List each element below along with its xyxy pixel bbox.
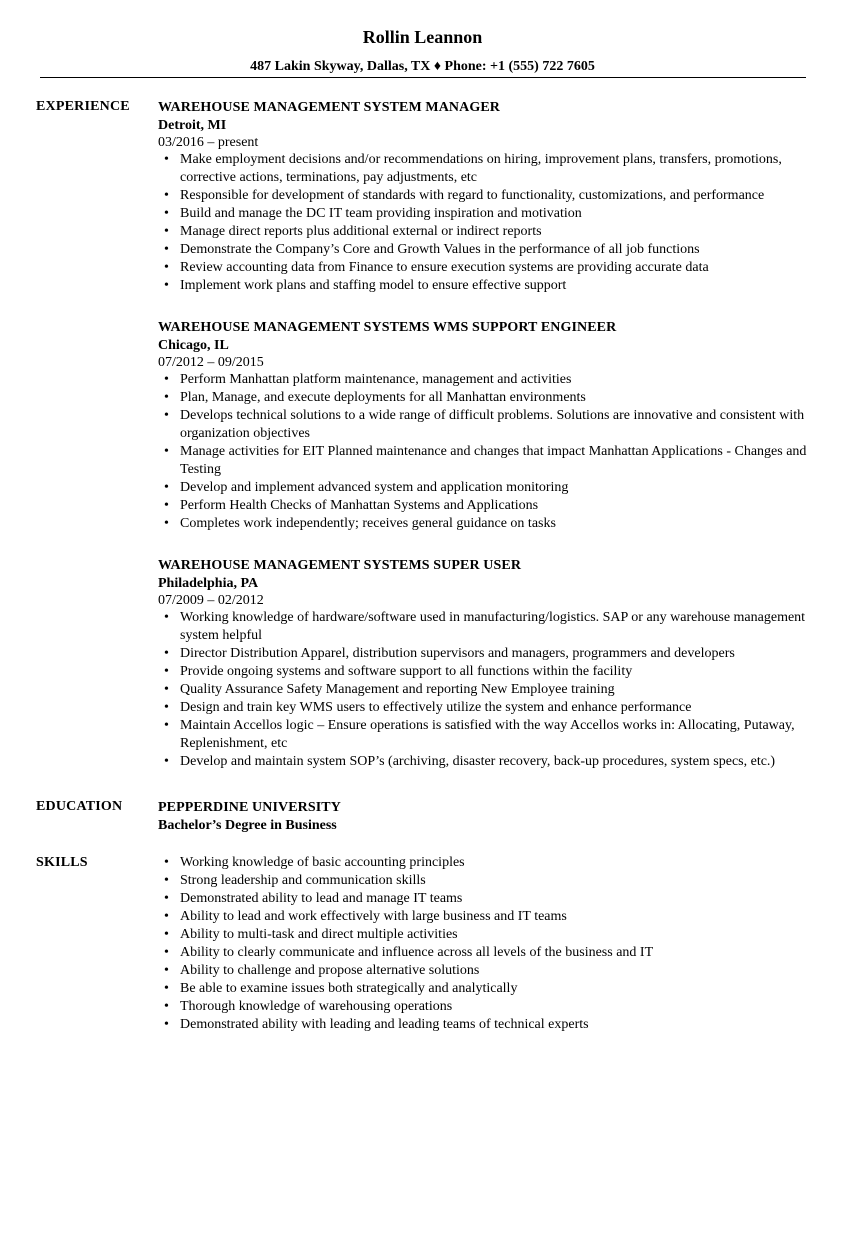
- list-item: • Build and manage the DC IT team providing inspiration and motivation: [158, 205, 818, 223]
- section-label-skills: SKILLS: [36, 855, 88, 870]
- list-item: • Ability to multi-task and direct multiple activities: [158, 926, 818, 944]
- list-item: • Maintain Accellos logic – Ensure operations is satisfied with the way Accellos works in: Allocating, Putaway, Replenishment, etc: [158, 717, 818, 753]
- job-entry: [158, 99, 818, 295]
- job-location: Detroit, MI: [158, 118, 227, 133]
- list-item: • Perform Health Checks of Manhattan Systems and Applications: [158, 497, 818, 515]
- job-bullet-list: [158, 371, 818, 533]
- list-item: • Working knowledge of basic accounting principles: [158, 854, 818, 872]
- job-dates: 07/2009 – 02/2012: [158, 593, 264, 608]
- job-entry: [158, 319, 818, 533]
- list-item: • Ability to challenge and propose alternative solutions: [158, 962, 818, 980]
- list-item: • Provide ongoing systems and software support to all functions within the facility: [158, 663, 818, 681]
- list-item: • Develop and maintain system SOP’s (archiving, disaster recovery, back-up procedures, system specs, etc.): [158, 753, 818, 771]
- job-dates: 07/2012 – 09/2015: [158, 355, 264, 370]
- candidate-name: Rollin Leannon: [362, 27, 483, 47]
- list-item: • Demonstrated ability to lead and manage IT teams: [158, 890, 818, 908]
- job-bullet-list: [158, 151, 818, 295]
- list-item: • Be able to examine issues both strategically and analytically: [158, 980, 818, 998]
- list-item: • Working knowledge of hardware/software used in manufacturing/logistics. SAP or any warehouse management system helpful: [158, 609, 818, 645]
- list-item: • Implement work plans and staffing model to ensure effective support: [158, 277, 818, 295]
- school-name: PEPPERDINE UNIVERSITY: [158, 800, 341, 815]
- list-item: • Make employment decisions and/or recommendations on hiring, improvement plans, transfers, promotions, corrective actions, terminations, pay adjustments, etc: [158, 151, 818, 187]
- degree: Bachelor’s Degree in Business: [158, 818, 337, 833]
- list-item: • Perform Manhattan platform maintenance, management and activities: [158, 371, 818, 389]
- list-item: • Develops technical solutions to a wide range of difficult problems. Solutions are innovative and consistent with organization objectives: [158, 407, 818, 443]
- list-item: • Quality Assurance Safety Management and reporting New Employee training: [158, 681, 818, 699]
- skills-entry: [158, 854, 818, 1034]
- list-item: • Review accounting data from Finance to ensure execution systems are providing accurate data: [158, 259, 818, 277]
- education-entry: [158, 799, 818, 835]
- list-item: • Plan, Manage, and execute deployments for all Manhattan environments: [158, 389, 818, 407]
- job-title: WAREHOUSE MANAGEMENT SYSTEM MANAGER: [158, 100, 500, 115]
- job-bullet-list: [158, 609, 818, 771]
- list-item: • Ability to lead and work effectively with large business and IT teams: [158, 908, 818, 926]
- job-title: WAREHOUSE MANAGEMENT SYSTEMS WMS SUPPORT ENGINEER: [158, 320, 617, 335]
- list-item: • Manage direct reports plus additional external or indirect reports: [158, 223, 818, 241]
- contact-line: 487 Lakin Skyway, Dallas, TX ♦ Phone: +1 (555) 722 7605: [250, 59, 595, 74]
- job-dates: 03/2016 – present: [158, 135, 259, 150]
- job-location: Philadelphia, PA: [158, 576, 259, 591]
- job-entry: [158, 557, 818, 771]
- list-item: • Thorough knowledge of warehousing operations: [158, 998, 818, 1016]
- list-item: • Ability to clearly communicate and influence across all levels of the business and IT: [158, 944, 818, 962]
- list-item: • Strong leadership and communication skills: [158, 872, 818, 890]
- list-item: • Completes work independently; receives general guidance on tasks: [158, 515, 818, 533]
- list-item: • Responsible for development of standards with regard to functionality, customizations, and performance: [158, 187, 818, 205]
- header-divider: [40, 77, 806, 78]
- job-title: WAREHOUSE MANAGEMENT SYSTEMS SUPER USER: [158, 558, 522, 573]
- list-item: • Director Distribution Apparel, distribution supervisors and managers, programmers and developers: [158, 645, 818, 663]
- skills-bullet-list: [158, 854, 818, 1034]
- section-label-experience: EXPERIENCE: [36, 99, 130, 114]
- list-item: • Demonstrated ability with leading and leading teams of technical experts: [158, 1016, 818, 1034]
- list-item: • Develop and implement advanced system and application monitoring: [158, 479, 818, 497]
- section-label-education: EDUCATION: [36, 799, 123, 814]
- list-item: • Design and train key WMS users to effectively utilize the system and enhance performance: [158, 699, 818, 717]
- list-item: • Manage activities for EIT Planned maintenance and changes that impact Manhattan Applications - Changes and Testing: [158, 443, 818, 479]
- job-location: Chicago, IL: [158, 338, 229, 353]
- list-item: • Demonstrate the Company’s Core and Growth Values in the performance of all job functions: [158, 241, 818, 259]
